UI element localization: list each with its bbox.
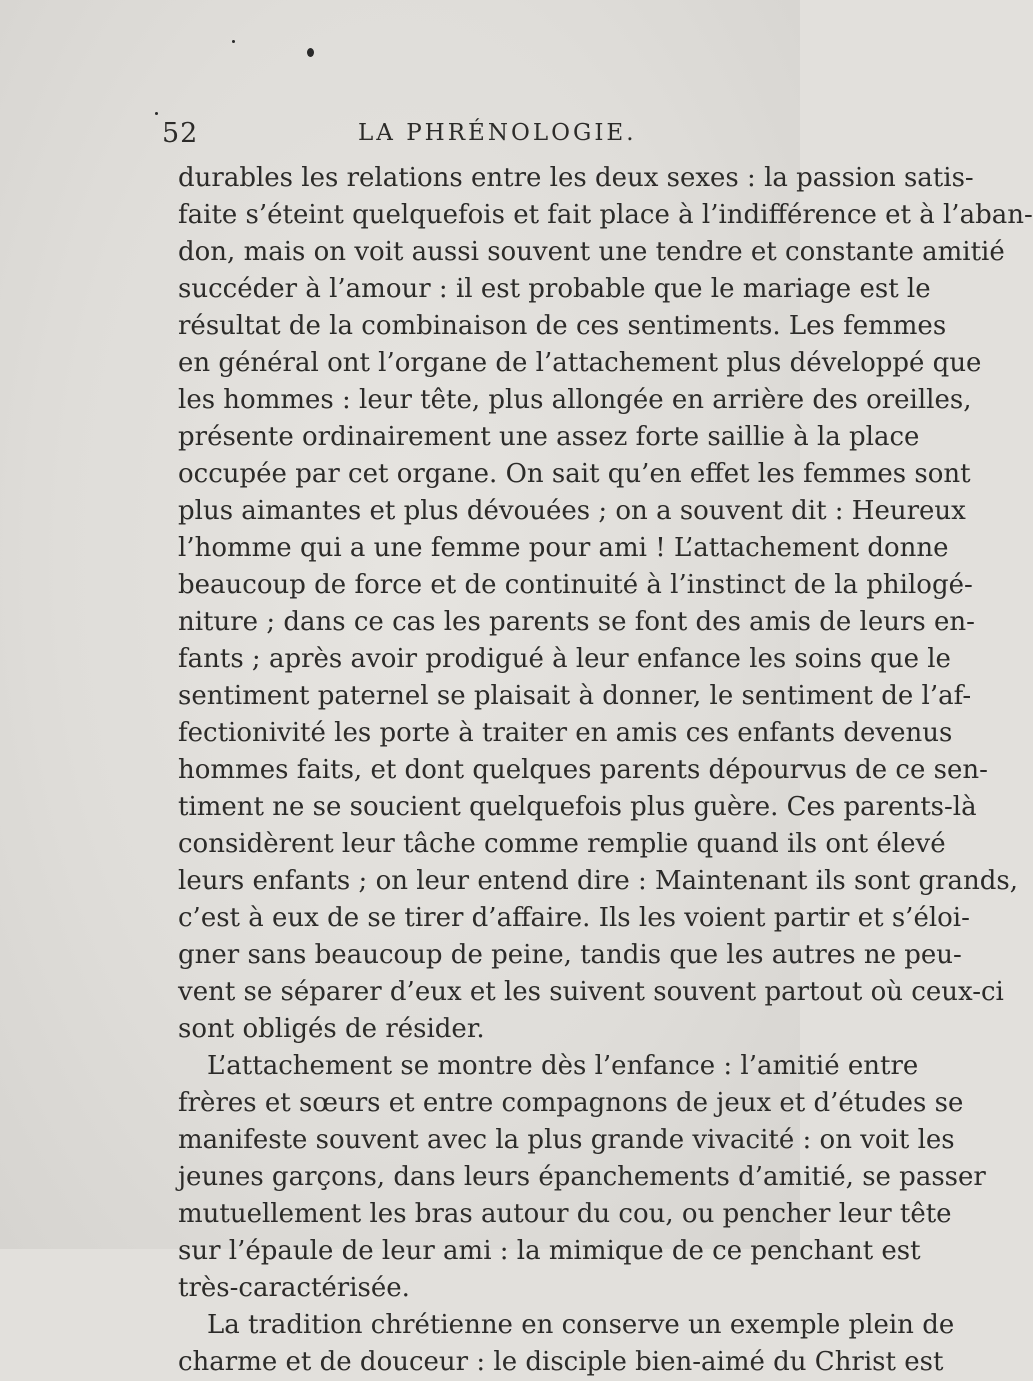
text-line: résultat de la combinaison de ces sentiments. Les femmes — [178, 311, 947, 341]
text-line: les hommes : leur tête, plus allongée en arrière des oreilles, — [178, 385, 972, 415]
text-line: considèrent leur tâche comme remplie quand ils ont élevé — [178, 829, 946, 859]
text-line: l’homme qui a une femme pour ami ! L’attachement donne — [178, 533, 949, 563]
text-line: beaucoup de force et de continuité à l’instinct de la philogé- — [178, 570, 973, 600]
text-line: c’est à eux de se tirer d’affaire. Ils les voient partir et s’éloi- — [178, 903, 970, 933]
text-line: mutuellement les bras autour du cou, ou pencher leur tête — [178, 1199, 952, 1229]
text-line: occupée par cet organe. On sait qu’en effet les femmes sont — [178, 459, 971, 489]
text-line: vent se séparer d’eux et les suivent souvent partout où ceux-ci — [178, 977, 1004, 1007]
running-head — [162, 118, 722, 158]
text-line: très-caractérisée. — [178, 1273, 410, 1303]
text-line: hommes faits, et dont quelques parents dépourvus de ce sen- — [178, 755, 988, 785]
text-line: jeunes garçons, dans leurs épanchements d’amitié, se passer — [178, 1162, 986, 1192]
body-text — [178, 160, 1033, 1381]
text-line: La tradition chrétienne en conserve un exemple plein de — [207, 1310, 955, 1340]
text-line: plus aimantes et plus dévouées ; on a souvent dit : Heureux — [178, 496, 966, 526]
text-line: L’attachement se montre dès l’enfance : l’amitié entre — [207, 1051, 919, 1081]
text-line: niture ; dans ce cas les parents se font des amis de leurs en- — [178, 607, 975, 637]
text-line: manifeste souvent avec la plus grande vivacité : on voit les — [178, 1125, 955, 1155]
ink-speck — [155, 112, 158, 115]
text-line: don, mais on voit aussi souvent une tendre et constante amitié — [178, 237, 1005, 267]
text-line: fants ; après avoir prodigué à leur enfance les soins que le — [178, 644, 951, 674]
running-title: LA PHRÉNOLOGIE. — [358, 120, 637, 146]
text-line: sont obligés de résider. — [178, 1014, 485, 1044]
text-line: durables les relations entre les deux sexes : la passion satis- — [178, 163, 974, 193]
text-line: frères et sœurs et entre compagnons de jeux et d’études se — [178, 1088, 964, 1118]
text-line: gner sans beaucoup de peine, tandis que les autres ne peu- — [178, 940, 962, 970]
ink-speck — [307, 48, 314, 57]
ink-speck — [232, 40, 235, 43]
page-number: 52 — [162, 118, 199, 149]
text-line: en général ont l’organe de l’attachement plus développé que — [178, 348, 982, 378]
text-line: fectionivité les porte à traiter en amis ces enfants devenus — [178, 718, 953, 748]
text-line: faite s’éteint quelquefois et fait place à l’indifférence et à l’aban- — [178, 200, 1033, 230]
text-line: sentiment paternel se plaisait à donner, le sentiment de l’af- — [178, 681, 972, 711]
text-line: présente ordinairement une assez forte saillie à la place — [178, 422, 920, 452]
text-line: succéder à l’amour : il est probable que le mariage est le — [178, 274, 931, 304]
text-line: timent ne se soucient quelquefois plus guère. Ces parents-là — [178, 792, 977, 822]
text-line: sur l’épaule de leur ami : la mimique de ce penchant est — [178, 1236, 921, 1266]
text-line: leurs enfants ; on leur entend dire : Maintenant ils sont grands, — [178, 866, 1019, 896]
text-line: charme et de douceur : le disciple bien-aimé du Christ est — [178, 1347, 944, 1377]
